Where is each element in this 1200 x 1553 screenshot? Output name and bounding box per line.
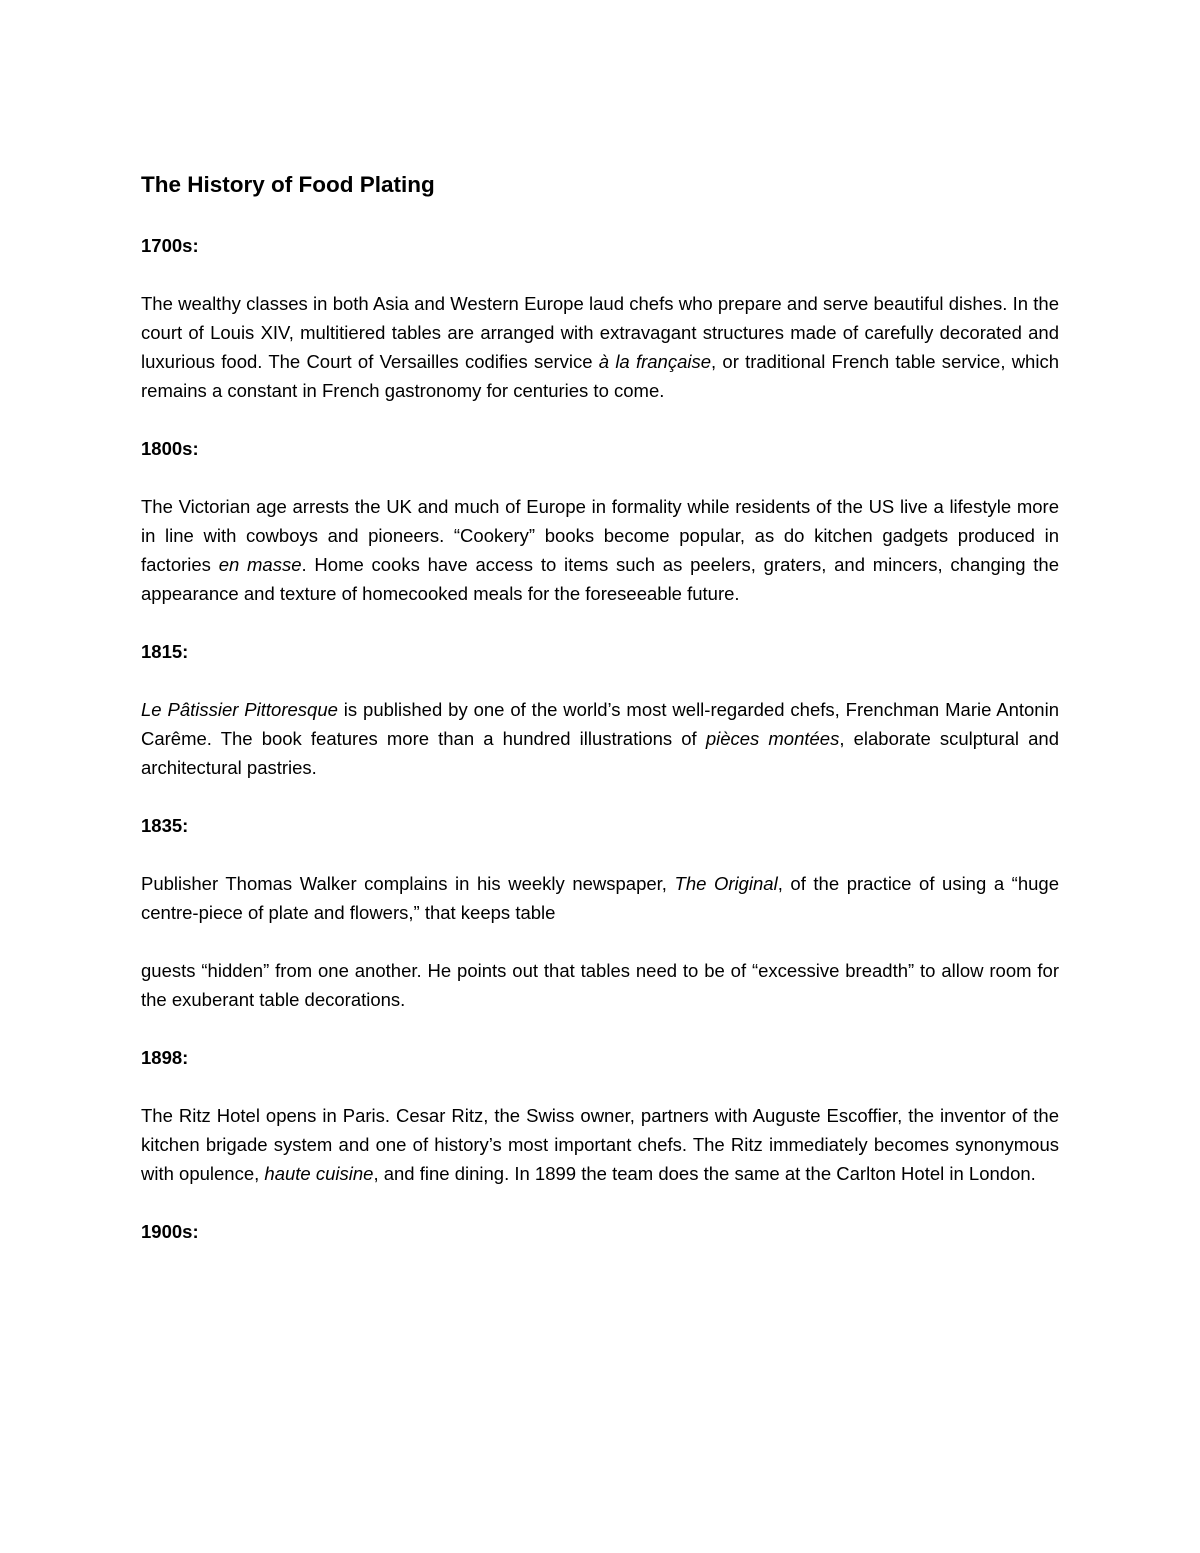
text-run: The Victorian age arrests the UK and much of Europe in formality while residents of the US live a lifestyle more in line with cowboys and pioneers. “Cookery” books become popular, as do kitchen gadgets produced in factories (141, 496, 1059, 575)
italic-text: Le Pâtissier Pittoresque (141, 699, 338, 720)
italic-text: The Original (674, 873, 778, 894)
italic-text: à la française (598, 351, 712, 372)
section-heading-1835: 1835: (141, 815, 189, 836)
text-run: The Ritz Hotel opens in Paris. Cesar Ritz, the Swiss owner, partners with Auguste Escoffier, the inventor of the kitchen brigade system and one of history’s most important chefs. The Ritz immediately becomes synonymous with opulence, (141, 1105, 1059, 1184)
text-run: is published by one of the world’s most well-regarded chefs, Frenchman Marie Antonin Carême. The book features more than a hundred illustrations of (141, 699, 1059, 749)
section-heading-1815: 1815: (141, 641, 189, 662)
text-run: , and fine dining. In 1899 the team does the same at the Carlton Hotel in London. (373, 1163, 1036, 1184)
section-paragraph-1815 (141, 695, 1059, 782)
section-heading-1900s: 1900s: (141, 1221, 199, 1242)
section-paragraph-1700s (141, 289, 1059, 405)
section-paragraph-1835-continued: guests “hidden” from one another. He points out that tables need to be of “excessive breadth” to allow room for the exuberant table decorations. (141, 960, 1059, 1010)
section-paragraph-1835 (141, 869, 1059, 927)
text-run: The wealthy classes in both Asia and Western Europe laud chefs who prepare and serve beautiful dishes. In the court of Louis XIV, multitiered tables are arranged with extravagant structures made of carefully decorated and luxurious food. The Court of Versailles codifies service (141, 293, 1059, 372)
italic-text: haute cuisine (264, 1163, 374, 1184)
italic-text: pièces montées (705, 728, 840, 749)
document-title: The History of Food Plating (141, 172, 435, 197)
text-run: , of the practice of using a “huge centre-piece of plate and flowers,” that keeps table (141, 873, 1059, 923)
text-run: Publisher Thomas Walker complains in his weekly newspaper, (141, 873, 675, 894)
section-heading-1800s: 1800s: (141, 438, 199, 459)
text-run: . Home cooks have access to items such as peelers, graters, and mincers, changing the appearance and texture of homecooked meals for the foreseeable future. (141, 554, 1059, 604)
text-run: , or traditional French table service, which remains a constant in French gastronomy for centuries to come. (141, 351, 1059, 401)
text-run: , elaborate sculptural and architectural pastries. (141, 728, 1060, 778)
section-heading-1700s: 1700s: (141, 235, 199, 256)
document-page (141, 168, 1059, 1246)
section-paragraph-1800s (141, 492, 1059, 608)
italic-text: en masse (218, 554, 302, 575)
section-heading-1898: 1898: (141, 1047, 189, 1068)
section-paragraph-1898 (141, 1101, 1059, 1188)
